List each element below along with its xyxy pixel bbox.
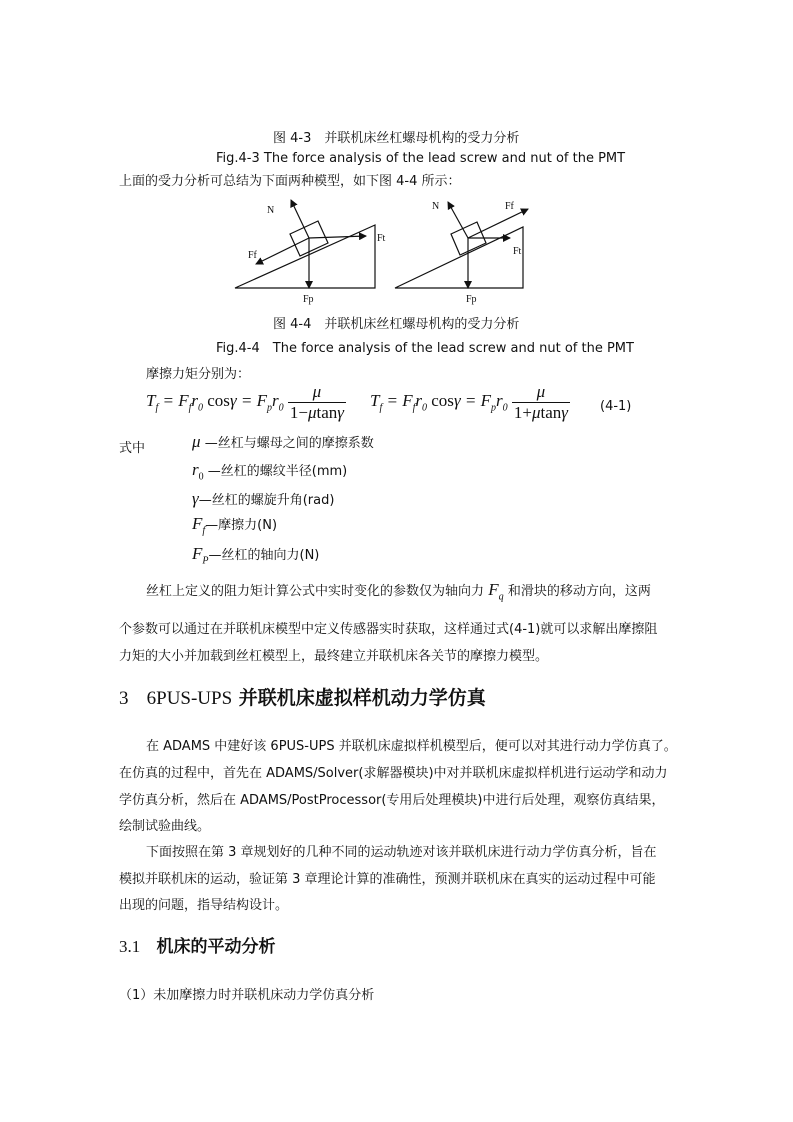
fig44-caption-en: Fig.4-4 The force analysis of the lead screw and nut of the PMT [216,341,634,356]
para2-line3: 学仿真分析，然后在 ADAMS/PostProcessor(专用后处理模块)中进行后处理，观察仿真结果， [119,793,665,808]
left-ft-label: Ft [377,233,386,244]
definition-ff: $F_f—$摩擦力(N) [192,514,278,537]
equation-4-1-second: $T_f = F_fr_0$ $\cos\gamma = F_pr_0$ $\frac{\mu}{1+\mu\tan\gamma}$ [370,382,568,422]
definition-fp: $F_P—$丝杠的轴向力(N) [192,544,320,567]
fig44-caption-cn: 图 4-4 并联机床丝杠螺母机构的受力分析 [273,317,520,332]
right-model [395,202,528,288]
subsection-heading: 3.1 机床的平动分析 [119,937,276,957]
para1-line2: 个参数可以通过在并联机床模型中定义传感器实时获取，这样通过式(4-1)就可以求解出摩擦阻 [119,622,658,637]
left-fp-label: Fp [303,294,314,305]
para3-line1: 下面按照在第 3 章规划好的几种不同的运动轨迹对该并联机床进行动力学仿真分析，旨在 [146,845,657,860]
equation-4-1-first: $T_f = F_fr_0$ $\cos\gamma = F_pr_0$ $\frac{\mu}{1-\mu\tan\gamma}$ [146,382,344,422]
left-ff-label: Ff [248,250,257,261]
item-1: （1）未加摩擦力时并联机床动力学仿真分析 [119,988,375,1003]
force-diagram [225,195,545,310]
definition-gamma: γ—丝杠的螺旋升角(rad) [192,489,335,508]
definition-mu: μ —丝杠与螺母之间的摩擦系数 [192,432,374,451]
where-label: 式中 [119,441,146,456]
equation-number: (4-1) [600,399,632,414]
fig43-caption-cn: 图 4-3 并联机床丝杠螺母机构的受力分析 [273,131,520,146]
moment-intro: 摩擦力矩分别为： [146,367,251,382]
left-n-label: N [267,205,275,216]
left-model [235,200,375,288]
right-fp-label: Fp [466,294,477,305]
definition-r0: $r_0$ —丝杠的螺纹半径(mm) [192,460,348,483]
para3-line3: 出现的问题，指导结构设计。 [119,898,289,913]
right-ft-label: Ft [513,246,522,257]
para3-line2: 模拟并联机床的运动，验证第 3 章理论计算的准确性，预测并联机床在真实的运动过程中可能 [119,872,656,887]
right-ff-label: Ff [505,201,514,212]
para1-line1: 丝杠上定义的阻力矩计算公式中实时变化的参数仅为轴向力 $F_q$ 和滑块的移动方向，这两 [146,580,651,603]
section-heading: 3 6PUS-UPS 并联机床虚拟样机动力学仿真 [119,687,486,709]
para2-line2: 在仿真的过程中，首先在 ADAMS/Solver(求解器模块)中对并联机床虚拟样机进行运动学和动力 [119,766,668,781]
para1-line3: 力矩的大小并加载到丝杠模型上，最终建立并联机床各关节的摩擦力模型。 [119,649,549,664]
para2-line4: 绘制试验曲线。 [119,819,211,834]
para2-line1: 在 ADAMS 中建好该 6PUS-UPS 并联机床虚拟样机模型后，便可以对其进行动力学仿真了。 [146,739,677,754]
right-n-label: N [432,201,440,212]
fig43-caption-en: Fig.4-3 The force analysis of the lead screw and nut of the PMT [216,151,626,166]
intro-line: 上面的受力分析可总结为下面两种模型，如下图 4-4 所示： [119,174,461,189]
